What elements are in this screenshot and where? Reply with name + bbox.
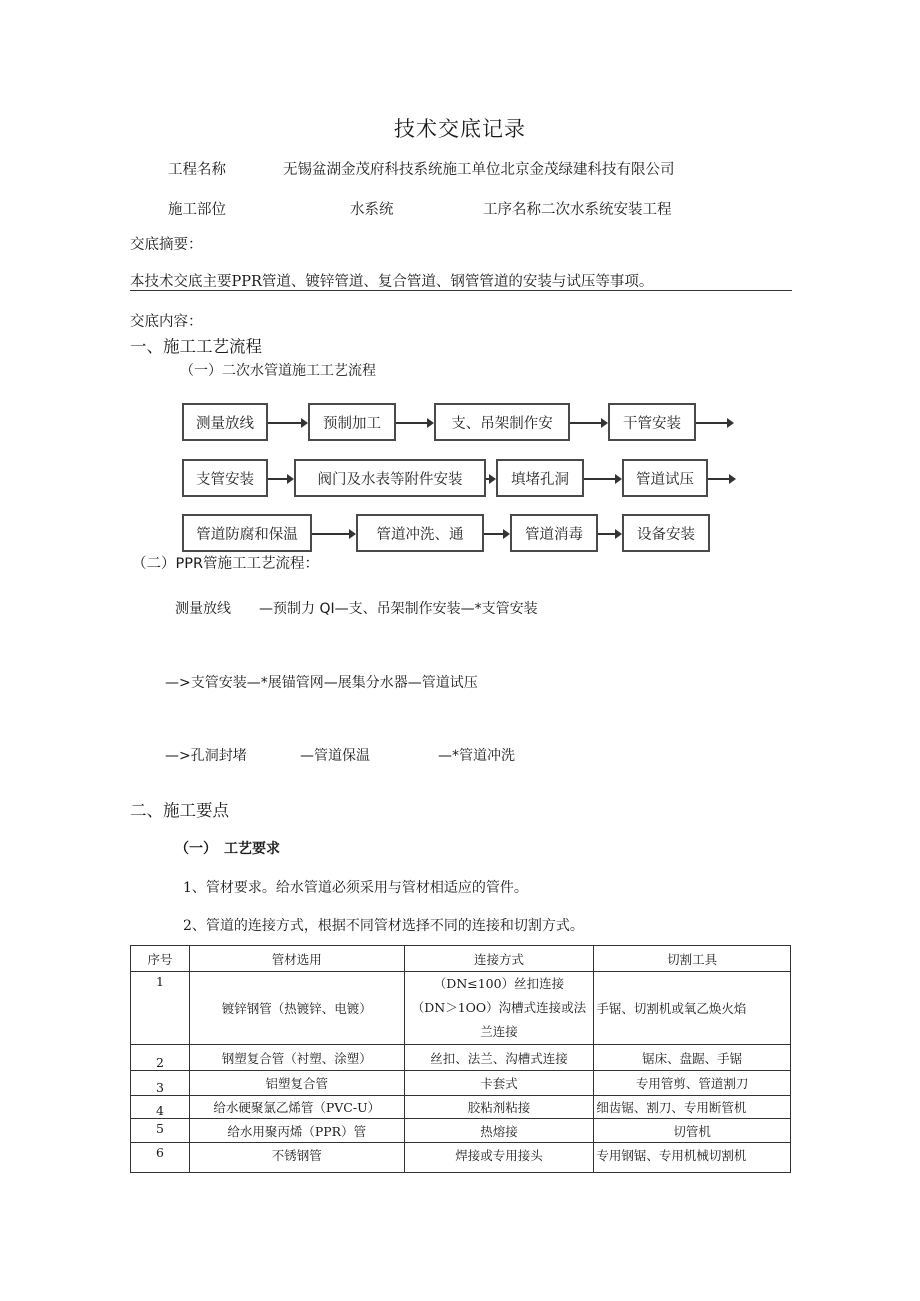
summary-label: 交底摘要：: [130, 237, 203, 253]
flow-step-branch-pipe: 支管安装: [182, 459, 268, 497]
project-name-label: 工程名称: [168, 162, 226, 178]
flow-arrow: [268, 478, 292, 480]
row-tool: 锯床、盘踞、手锯: [594, 1045, 791, 1071]
row-connection: 卡套式: [404, 1071, 594, 1096]
row-connection: 热熔接: [404, 1119, 594, 1143]
row-connection: 丝扣、法兰、沟槽式连接: [404, 1045, 594, 1071]
flow-step-anticorrosion: 管道防腐和保温: [182, 514, 312, 552]
row-material: 铝塑复合管: [189, 1071, 404, 1096]
table-row: [131, 972, 791, 1045]
section1-sub2: （二）PPR管施工工艺流程：: [132, 556, 320, 572]
construction-part-label: 施工部位: [168, 202, 226, 218]
row-tool: 手锯、切割机或氧乙焕火焰: [594, 972, 791, 1045]
row-material: 不锈钢管: [189, 1143, 404, 1173]
flow-step-prefab: 预制加工: [308, 403, 396, 441]
table-row: [131, 1071, 791, 1096]
construction-part-value: 水系统: [350, 202, 394, 218]
process-name: 工序名称二次水系统安装工程: [483, 202, 672, 218]
flow-arrow: [312, 533, 354, 535]
pipe-spec-table: [130, 945, 791, 1173]
section2-heading: 二、施工要点: [130, 801, 229, 820]
row-material: 钢塑复合管（衬塑、涂塑）: [189, 1045, 404, 1071]
flow-arrow: [598, 533, 620, 535]
row-num: 2: [131, 1045, 190, 1071]
flow-step-flushing: 管道冲洗、通: [356, 514, 484, 552]
section2-sub1: （一） 工艺要求: [175, 841, 280, 857]
row-connection: [404, 972, 594, 1045]
connection-line: 兰连接: [480, 1024, 518, 1039]
flow-arrow: [570, 422, 606, 424]
flow-step-pressure-test: 管道试压: [622, 459, 708, 497]
row-num: 3: [131, 1071, 190, 1096]
row-num: 4: [131, 1096, 190, 1119]
row-material: 给水硬聚氯乙烯管（PVC-U）: [189, 1096, 404, 1119]
row-num: 5: [131, 1119, 190, 1143]
row-connection: 胶粘剂粘接: [404, 1096, 594, 1119]
row-tool: 切管机: [594, 1119, 791, 1143]
point-2: 2、管道的连接方式，根据不同管材选择不同的连接和切割方式。: [183, 918, 584, 934]
table-row: [131, 1119, 791, 1143]
row-num: 1: [131, 972, 190, 1045]
row-connection: 焊接或专用接头: [404, 1143, 594, 1173]
ppr-flow-line-3b: —管道保温: [300, 748, 370, 764]
flow-step-fill-holes: 填堵孔洞: [496, 459, 584, 497]
flow-step-measure: 测量放线: [182, 403, 268, 441]
ppr-flow-line-3a: —>孔洞封堵: [165, 748, 247, 764]
flow-arrow: [396, 422, 432, 424]
table-row: [131, 1045, 791, 1071]
flow-arrow: [268, 422, 306, 424]
row-tool: 专用钢锯、专用机械切割机: [594, 1143, 791, 1173]
summary-text: 本技术交底主要PPR管道、镀锌管道、复合管道、钢管管道的安装与试压等事项。: [130, 274, 654, 290]
header-num: 序号: [131, 946, 190, 972]
point-1: 1、管材要求。给水管道必须采用与管材相适应的管件。: [183, 880, 528, 896]
page-title: 技术交底记录: [394, 117, 526, 141]
flow-step-main-pipe: 干管安装: [608, 403, 696, 441]
section1-sub1: （一）二次水管道施工工艺流程: [180, 363, 376, 379]
row-material: 给水用聚丙烯（PPR）管: [189, 1119, 404, 1143]
flow-step-equipment: 设备安装: [622, 514, 710, 552]
summary-divider: [130, 290, 792, 291]
flow-step-disinfection: 管道消毒: [510, 514, 598, 552]
header-tool: 切割工具: [594, 946, 791, 972]
content-label: 交底内容：: [130, 314, 203, 330]
table-row: [131, 1096, 791, 1119]
flow-step-hanger: 支、吊架制作安: [434, 403, 570, 441]
flow-arrow: [696, 422, 732, 424]
row-material: 镀锌钢管（热镀锌、电镀）: [189, 972, 404, 1045]
ppr-flow-line-3c: —*管道冲洗: [438, 748, 515, 764]
flow-arrow: [708, 478, 734, 480]
flow-step-valves: 阀门及水表等附件安装: [294, 459, 486, 497]
row-num: 6: [131, 1143, 190, 1173]
flow-arrow: [584, 478, 620, 480]
project-name-value: 无锡盆湖金茂府科技系统施工单位北京金茂绿建科技有限公司: [283, 162, 675, 178]
row-tool: 细齿锯、割刀、专用断管机: [594, 1096, 791, 1119]
connection-line: （DN＞1OO）沟槽式连接或法: [411, 1000, 587, 1015]
flow-arrow: [484, 533, 508, 535]
header-material: 管材选用: [189, 946, 404, 972]
connection-line: （DN≤100）丝扣连接: [433, 976, 565, 991]
row-tool: 专用管剪、管道割刀: [594, 1071, 791, 1096]
ppr-flow-line-2: —>支管安装—*展锚管网—展集分水器—管道试压: [165, 675, 478, 691]
flow-arrow: [486, 478, 494, 480]
header-connection: 连接方式: [404, 946, 594, 972]
ppr-flow-line-1: 测量放线 —预制力 QI—支、吊架制作安装—*支管安装: [175, 601, 538, 617]
table-header-row: [131, 946, 791, 972]
table-row: [131, 1143, 791, 1173]
section1-heading: 一、施工工艺流程: [130, 337, 262, 356]
